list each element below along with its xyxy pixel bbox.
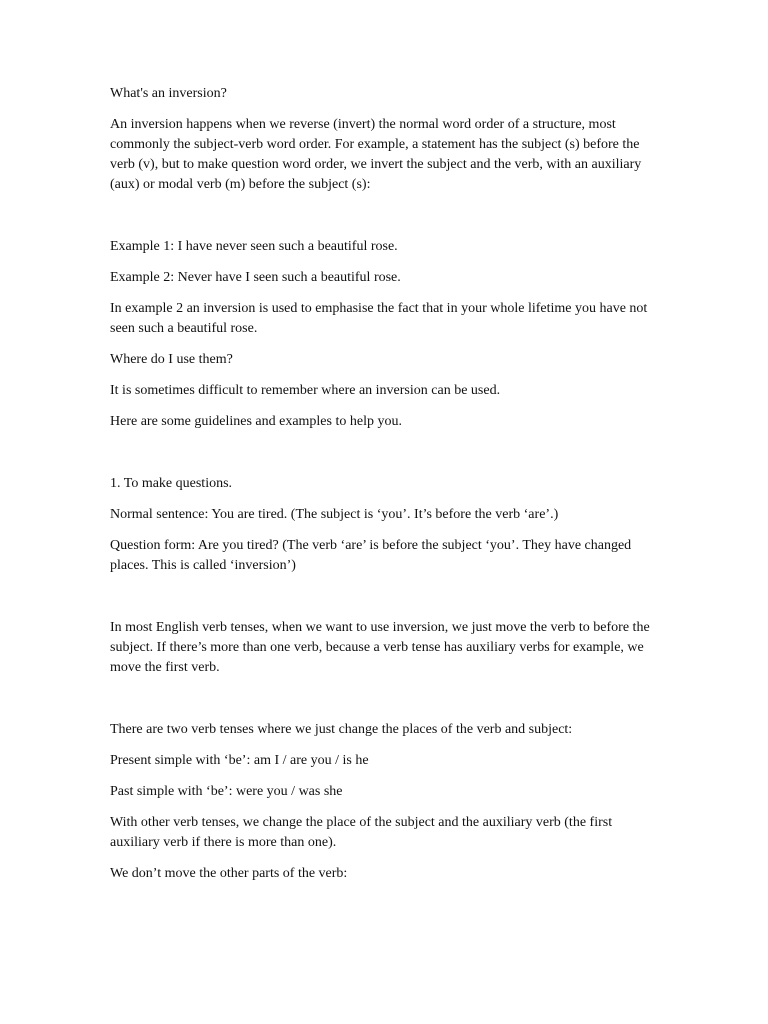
heading-where-do-i-use-them: Where do I use them? [110,352,233,367]
two-tenses-paragraph: There are two verb tenses where we just change the places of the verb and subject: [110,722,573,737]
past-simple-paragraph: Past simple with ‘be’: were you / was she [110,784,343,799]
example-2: Example 2: Never have I seen such a beautiful rose. [110,270,401,285]
intro-paragraph: An inversion happens when we reverse (invert) the normal word order of a structure, most commonly the subject-verb word order. For example, a statement has the subject (s) before the verb (v), but to make question word order, we invert the subject and the verb, with an auxiliary (aux) or modal verb (m) before the subject (s): [110,117,642,192]
blank-line [110,587,650,618]
normal-sentence-paragraph: Normal sentence: You are tired. (The subject is ‘you’. It’s before the verb ‘are’.) [110,507,559,522]
blank-line [110,443,650,474]
difficulty-paragraph: It is sometimes difficult to remember where an inversion can be used. [110,383,501,398]
heading-whats-an-inversion: What's an inversion? [110,86,227,101]
document-body [110,84,650,895]
dont-move-paragraph: We don’t move the other parts of the verb: [110,866,348,881]
explanation-paragraph: In example 2 an inversion is used to emphasise the fact that in your whole lifetime you have not seen such a beautiful rose. [110,301,648,336]
example-1: Example 1: I have never seen such a beautiful rose. [110,239,398,254]
section-1-title: 1. To make questions. [110,476,233,491]
question-form-paragraph: Question form: Are you tired? (The verb ‘are’ is before the subject ‘you’. They have changed places. This is called ‘inversion’) [110,538,632,573]
other-tenses-paragraph: With other verb tenses, we change the place of the subject and the auxiliary verb (the first auxiliary verb if there is more than one). [110,815,613,850]
most-tenses-paragraph: In most English verb tenses, when we want to use inversion, we just move the verb to before the subject. If there’s more than one verb, because a verb tense has auxiliary verbs for example, we move the first verb. [110,620,650,675]
blank-line [110,689,650,720]
blank-line [110,206,650,237]
guidelines-paragraph: Here are some guidelines and examples to help you. [110,414,402,429]
present-simple-paragraph: Present simple with ‘be’: am I / are you / is he [110,753,369,768]
